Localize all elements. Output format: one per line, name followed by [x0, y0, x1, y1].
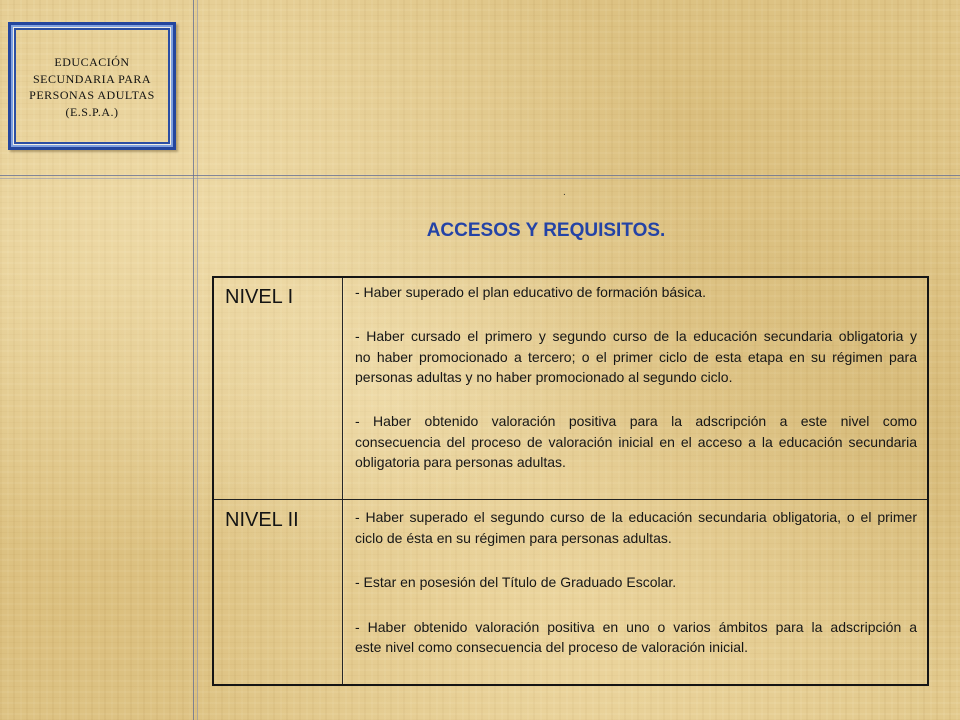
level-cell: [214, 278, 343, 499]
text-line: - Estar en posesión del Título de Graduado Escolar.: [355, 574, 677, 590]
level-label: NIVEL I: [225, 286, 294, 308]
requirement-paragraph: [355, 507, 917, 548]
text-line: no haber promocionado a tercero; o el primer ciclo de esta etapa en su régimen para: [355, 348, 917, 365]
level-label: NIVEL II: [225, 509, 299, 531]
program-label-line: (E.S.P.A.): [65, 105, 119, 120]
stray-dot: .: [563, 187, 566, 198]
vertical-rule: [197, 0, 198, 720]
slide-title: ACCESOS Y REQUISITOS.: [426, 220, 666, 241]
program-label-line: EDUCACIÓN: [54, 55, 130, 69]
text-line: consecuencia del proceso de valoración inicial en el acceso a la educación secundaria: [355, 433, 917, 450]
horizontal-rule: [0, 175, 960, 176]
table-row-nivel-1: [214, 278, 927, 500]
requirement-paragraph: [355, 282, 917, 303]
table-row-nivel-2: [214, 500, 927, 684]
horizontal-rule: [0, 178, 960, 179]
text-line: - Haber superado el segundo curso de la educación secundaria obligatoria, o el primer: [355, 509, 917, 525]
requirement-paragraph: [355, 411, 917, 473]
program-label-line: PERSONAS ADULTAS: [29, 88, 155, 103]
text-line: - Haber cursado el primero y segundo curso de la educación secundaria obligatoria y: [355, 328, 917, 344]
requirements-cell: [355, 507, 917, 658]
requirement-paragraph: [355, 617, 917, 658]
program-label-text: [11, 54, 173, 121]
text-line: personas adultas y no haber promocionado al segundo ciclo.: [355, 369, 733, 385]
vertical-rule: [193, 0, 194, 720]
requirement-paragraph: [355, 326, 917, 388]
requirement-paragraph: [355, 572, 917, 593]
text-line: - Haber superado el plan educativo de formación básica.: [355, 284, 706, 300]
requirements-cell: [355, 282, 917, 473]
text-line: ciclo de ésta en su régimen para personas adultas.: [355, 529, 672, 546]
requirements-table: [212, 276, 929, 686]
text-line: este nivel como consecuencia del proceso de valoración inicial.: [355, 639, 748, 655]
program-label-line: SECUNDARIA PARA: [32, 71, 152, 86]
text-line: - Haber obtenido valoración positiva en uno o varios ámbitos para la adscripción a: [355, 618, 917, 635]
text-line: - Haber obtenido valoración positiva para la adscripción a este nivel como: [355, 413, 917, 429]
program-label-box: [8, 22, 176, 150]
level-cell: [214, 500, 343, 684]
text-line: obligatoria para personas adultas.: [355, 454, 566, 470]
